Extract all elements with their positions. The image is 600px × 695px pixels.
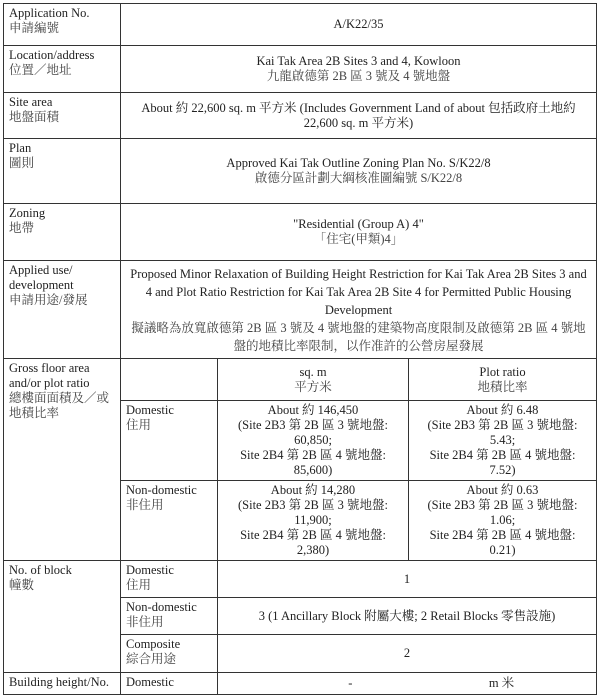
label-cell — [4, 4, 121, 46]
application-no-value: A/K22/35 — [121, 4, 597, 46]
location-zh: 九龍啟德第 2B 區 3 號及 4 號地盤 — [266, 69, 451, 83]
label-en: Building height/No. — [4, 673, 121, 695]
label-zh: 總樓面面積及／或地積比率 — [9, 391, 110, 420]
label-en: No. of block — [9, 563, 72, 577]
site-area-value: About 約 22,600 sq. m 平方米 (Includes Government Land of about 包括政府土地約 22,600 sq. m 平方米) — [121, 93, 597, 139]
pr-line: 5.43; — [489, 433, 516, 447]
pr-line: About 約 6.48 — [466, 403, 539, 417]
gfa-line: Site 2B4 第 2B 區 4 號地盤: — [240, 448, 386, 462]
pr-line: (Site 2B3 第 2B 區 3 號地盤: — [427, 418, 578, 432]
label-en: Site area — [9, 95, 53, 109]
sub-label-zh: 非住用 — [126, 615, 164, 629]
label-en: Zoning — [9, 206, 46, 220]
row-gfa-header — [4, 359, 597, 401]
label-en: Application No. — [9, 6, 90, 20]
label-zh: 申請編號 — [9, 21, 60, 35]
row-site-area — [4, 93, 597, 139]
gfa-line: (Site 2B3 第 2B 區 3 號地盤: — [237, 418, 388, 432]
pr-line: Site 2B4 第 2B 區 4 號地盤: — [429, 448, 576, 462]
gfa-line: Site 2B4 第 2B 區 4 號地盤: — [240, 528, 386, 542]
pr-line: 7.52) — [489, 463, 516, 477]
col-pr-en: Plot ratio — [479, 364, 526, 379]
gfa-line: About 約 14,280 — [270, 483, 356, 497]
blocks-domestic-value: 1 — [218, 561, 597, 598]
sub-label-zh: 非住用 — [126, 498, 164, 512]
col-sqm-en: sq. m — [299, 364, 327, 379]
height-unit: m 米 — [488, 676, 515, 690]
plan-zh: 啟德分區計劃大綱核准圖編號 S/K22/8 — [254, 171, 463, 185]
label-zh: 圖則 — [9, 156, 35, 170]
gfa-line: 11,900; — [294, 513, 332, 527]
gfa-line: (Site 2B3 第 2B 區 3 號地盤: — [237, 498, 388, 512]
pr-line: 1.06; — [489, 513, 516, 527]
label-en: Location/address — [9, 48, 95, 62]
gfa-line: 2,380) — [296, 543, 330, 557]
row-plan — [4, 139, 597, 204]
label-zh: 幢數 — [9, 578, 35, 592]
blocks-composite-value: 2 — [218, 635, 597, 673]
sub-label-zh: 住用 — [126, 418, 152, 432]
application-summary-table — [3, 3, 597, 695]
label-en: Applied use/ development — [9, 263, 74, 292]
sub-label-en: Domestic — [121, 673, 218, 695]
zoning-en: "Residential (Group A) 4" — [293, 217, 424, 231]
label-zh: 位置／地址 — [9, 63, 72, 77]
pr-line: Site 2B4 第 2B 區 4 號地盤: — [429, 528, 576, 542]
sub-label-zh: 綜合用途 — [126, 652, 177, 666]
sub-label-en: Composite — [126, 637, 181, 651]
row-location — [4, 46, 597, 93]
location-en: Kai Tak Area 2B Sites 3 and 4, Kowloon — [256, 54, 461, 68]
sub-label-zh: 住用 — [126, 578, 152, 592]
col-sqm-zh: 平方米 — [294, 379, 332, 394]
plan-en: Approved Kai Tak Outline Zoning Plan No. S/K22/8 — [226, 156, 491, 170]
label-en: Gross floor area and/or plot ratio — [9, 361, 90, 390]
zoning-zh: 「住宅(甲類)4」 — [313, 232, 404, 246]
height-value: - — [348, 676, 353, 690]
label-zh: 申請用途/發展 — [9, 293, 88, 307]
pr-line: (Site 2B3 第 2B 區 3 號地盤: — [427, 498, 578, 512]
label-en: Plan — [9, 141, 32, 155]
row-application-no — [4, 4, 597, 46]
sub-label-en: Non-domestic — [126, 600, 197, 614]
pr-line: About 約 0.63 — [466, 483, 539, 497]
gfa-line: 60,850; — [294, 433, 332, 447]
gfa-line: 85,600) — [293, 463, 333, 477]
sub-label-en: Domestic — [126, 403, 174, 417]
blocks-non-domestic-value: 3 (1 Ancillary Block 附屬大樓; 2 Retail Blocks 零售設施) — [218, 598, 597, 635]
label-zh: 地帶 — [9, 221, 35, 235]
row-zoning — [4, 204, 597, 261]
sub-label-en: Domestic — [126, 563, 174, 577]
label-zh: 地盤面積 — [9, 110, 60, 124]
pr-line: 0.21) — [489, 543, 516, 557]
sub-label-en: Non-domestic — [126, 483, 197, 497]
row-building-height — [4, 673, 597, 695]
col-pr-zh: 地積比率 — [477, 379, 528, 394]
row-applied-use — [4, 261, 597, 359]
row-blocks-domestic — [4, 561, 597, 598]
gfa-line: About 約 146,450 — [267, 403, 359, 417]
applied-use-en: Proposed Minor Relaxation of Building Height Restriction for Kai Tak Area 2B Sites 3 and 4 and Plot Ratio Restriction for Kai Tak Area 2B Site 4 for Permitted Public Housing Development — [130, 266, 587, 317]
applied-use-zh: 擬議略為放寬啟德第 2B 區 3 號及 4 號地盤的建築物高度限制及啟德第 2B 區 4 號地盤的地積比率限制，以作准許的公營房屋發展 — [131, 320, 586, 353]
